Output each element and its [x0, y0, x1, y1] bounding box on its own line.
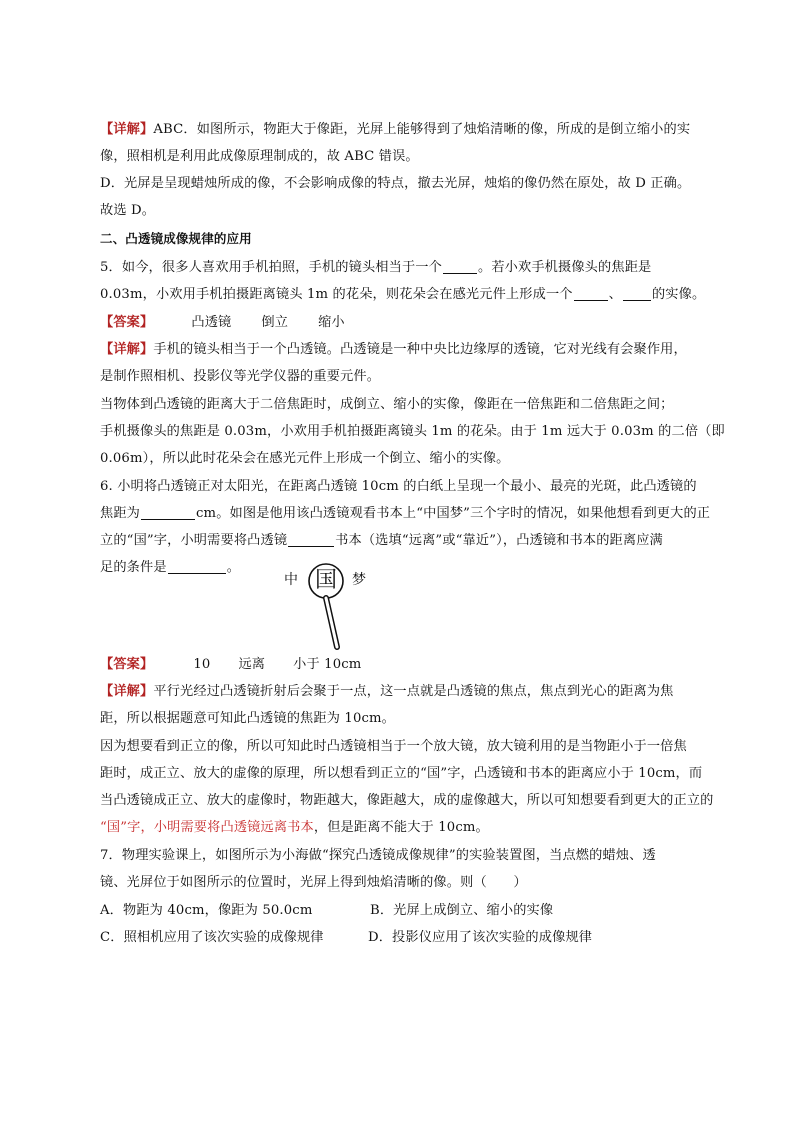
detail-tag: 【详解】: [100, 684, 154, 699]
q6-line4: [100, 558, 240, 578]
section-heading: 二、凸透镜成像规律的应用: [100, 231, 252, 246]
q6-answer-1: 10: [193, 657, 211, 672]
answer-tag: 【答案】: [100, 657, 154, 672]
q6-text: 足的条件是: [100, 560, 167, 575]
q5-answer-line: [100, 313, 345, 333]
q6-detail-line3: 因为想要看到正立的像，所以可知此时凸透镜相当于一个放大镜，放大镜利用的是当物距小于一倍焦: [100, 739, 687, 754]
q4-detail-line4: 故选 D。: [100, 203, 156, 218]
q4-detail-line1: [100, 120, 690, 140]
magnifier-figure: [280, 562, 380, 652]
answer-tag: 【答案】: [100, 315, 154, 330]
q5-line1: [100, 258, 651, 278]
q5-text: 0.03m，小欢用手机拍摄距离镜头 1m 的花朵，则花朵会在感光元件上形成一个: [100, 287, 573, 302]
q6-detail-line1: [100, 682, 674, 702]
q6-text: 立的“国”字，小明需要将凸透镜: [100, 533, 288, 548]
detail-tag: 【详解】: [100, 342, 154, 357]
q5-text: 。若小欢手机摄像头的焦距是: [477, 260, 652, 275]
q6-answer-line: [100, 655, 361, 675]
q5-detail-line3: 当物体到凸透镜的距离大于二倍焦距时，成倒立、缩小的实像，像距在一倍焦距和二倍焦距之间；: [100, 397, 674, 412]
q7-option-a[interactable]: A．物距为 40cm，像距为 50.0cm: [100, 903, 313, 918]
q6-detail-line5: 当凸透镜成正立、放大的虚像时，物距越大，像距越大，成的虚像越大，所以可知想要看到更大的正立的: [100, 793, 714, 808]
q6-detail-line6: [100, 818, 489, 838]
answer-blank[interactable]: [574, 286, 608, 301]
q7-line2: 镜、光屏位于如图所示的位置时，光屏上得到烛焰清晰的像。则（ ）: [100, 875, 527, 890]
q6-text: 焦距为: [100, 506, 141, 521]
q7-line1: 7．物理实验课上，如图所示为小海做“探究凸透镜成像规律”的实验装置图，当点燃的蜡烛、透: [100, 848, 656, 863]
q6-text: cm。如图是他用该凸透镜观看书本上“中国梦”三个字时的情况，如果他想看到更大的正: [196, 506, 711, 521]
answer-blank[interactable]: [141, 505, 195, 520]
q5-detail-line5: 0.06m），所以此时花朵会在感光元件上形成一个倒立、缩小的实像。: [100, 451, 510, 466]
q7-option-b[interactable]: B．光屏上成倒立、缩小的实像: [370, 903, 554, 918]
q6-answer-2: 远离: [238, 657, 266, 672]
figure-char-center: 国: [315, 568, 338, 593]
q4-detail-text: ABC．如图所示，物距大于像距，光屏上能够得到了烛焰清晰的像，所成的是倒立缩小的实: [153, 122, 691, 137]
q6-text: 书本（选填“远离”或“靠近”），凸透镜和书本的距离应满: [335, 533, 663, 548]
q6-detail-line4: 距时，成正立、放大的虚像的原理，所以想看到正立的“国”字，凸透镜和书本的距离应小于 10cm，而: [100, 766, 703, 781]
highlighted-text: “国”字，小明需要将凸透镜远离书本: [100, 820, 314, 835]
q6-line1: 6. 小明将凸透镜正对太阳光，在距离凸透镜 10cm 的白纸上呈现一个最小、最亮的光斑，此凸透镜的: [100, 479, 697, 494]
answer-blank[interactable]: [443, 259, 477, 274]
detail-tag: 【详解】: [100, 122, 154, 137]
q7-option-c[interactable]: C．照相机应用了该次实验的成像规律: [100, 930, 324, 945]
figure-char-left: 中: [284, 572, 298, 588]
q5-line2: [100, 285, 705, 305]
q5-text: 5．如今，很多人喜欢用手机拍照，手机的镜头相当于一个: [100, 260, 442, 275]
q5-answer-3: 缩小: [318, 315, 345, 330]
q5-text: 的实像。: [651, 287, 706, 302]
q5-answer-1: 凸透镜: [191, 315, 232, 330]
q6-text: 。: [226, 560, 241, 575]
figure-char-right: 梦: [352, 572, 366, 588]
q4-detail-line3: D．光屏是呈现蜡烛所成的像，不会影响成像的特点，撤去光屏，烛焰的像仍然在原处，故 D 正确。: [100, 176, 691, 191]
q6-detail-text: 平行光经过凸透镜折射后会聚于一点，这一点就是凸透镜的焦点，焦点到光心的距离为焦: [153, 684, 674, 699]
q5-text: 、: [608, 287, 622, 302]
q6-line2: [100, 504, 710, 524]
answer-blank[interactable]: [623, 286, 651, 301]
q5-answer-2: 倒立: [261, 315, 289, 330]
q6-line3: [100, 531, 663, 551]
q4-detail-line2: 像，照相机是利用此成像原理制成的，故 ABC 错误。: [100, 149, 419, 164]
q7-option-d[interactable]: D．投影仪应用了该次实验的成像规律: [368, 930, 593, 945]
q6-detail-text: ，但是距离不能大于 10cm。: [313, 820, 489, 835]
answer-blank[interactable]: [168, 559, 226, 574]
q5-detail-line1: [100, 340, 687, 360]
answer-blank[interactable]: [288, 532, 334, 547]
q6-answer-3: 小于 10cm: [293, 657, 362, 672]
q6-detail-line2: 距，所以根据题意可知此凸透镜的焦距为 10cm。: [100, 711, 396, 726]
q5-detail-line2: 是制作照相机、投影仪等光学仪器的重要元件。: [100, 369, 381, 384]
q5-detail-text: 手机的镜头相当于一个凸透镜。凸透镜是一种中央比边缘厚的透镜，它对光线有会聚作用，: [153, 342, 687, 357]
q5-detail-line4: 手机摄像头的焦距是 0.03m，小欢用手机拍摄距离镜头 1m 的花朵。由于 1m 远大于 0.03m 的二倍（即: [100, 424, 725, 439]
